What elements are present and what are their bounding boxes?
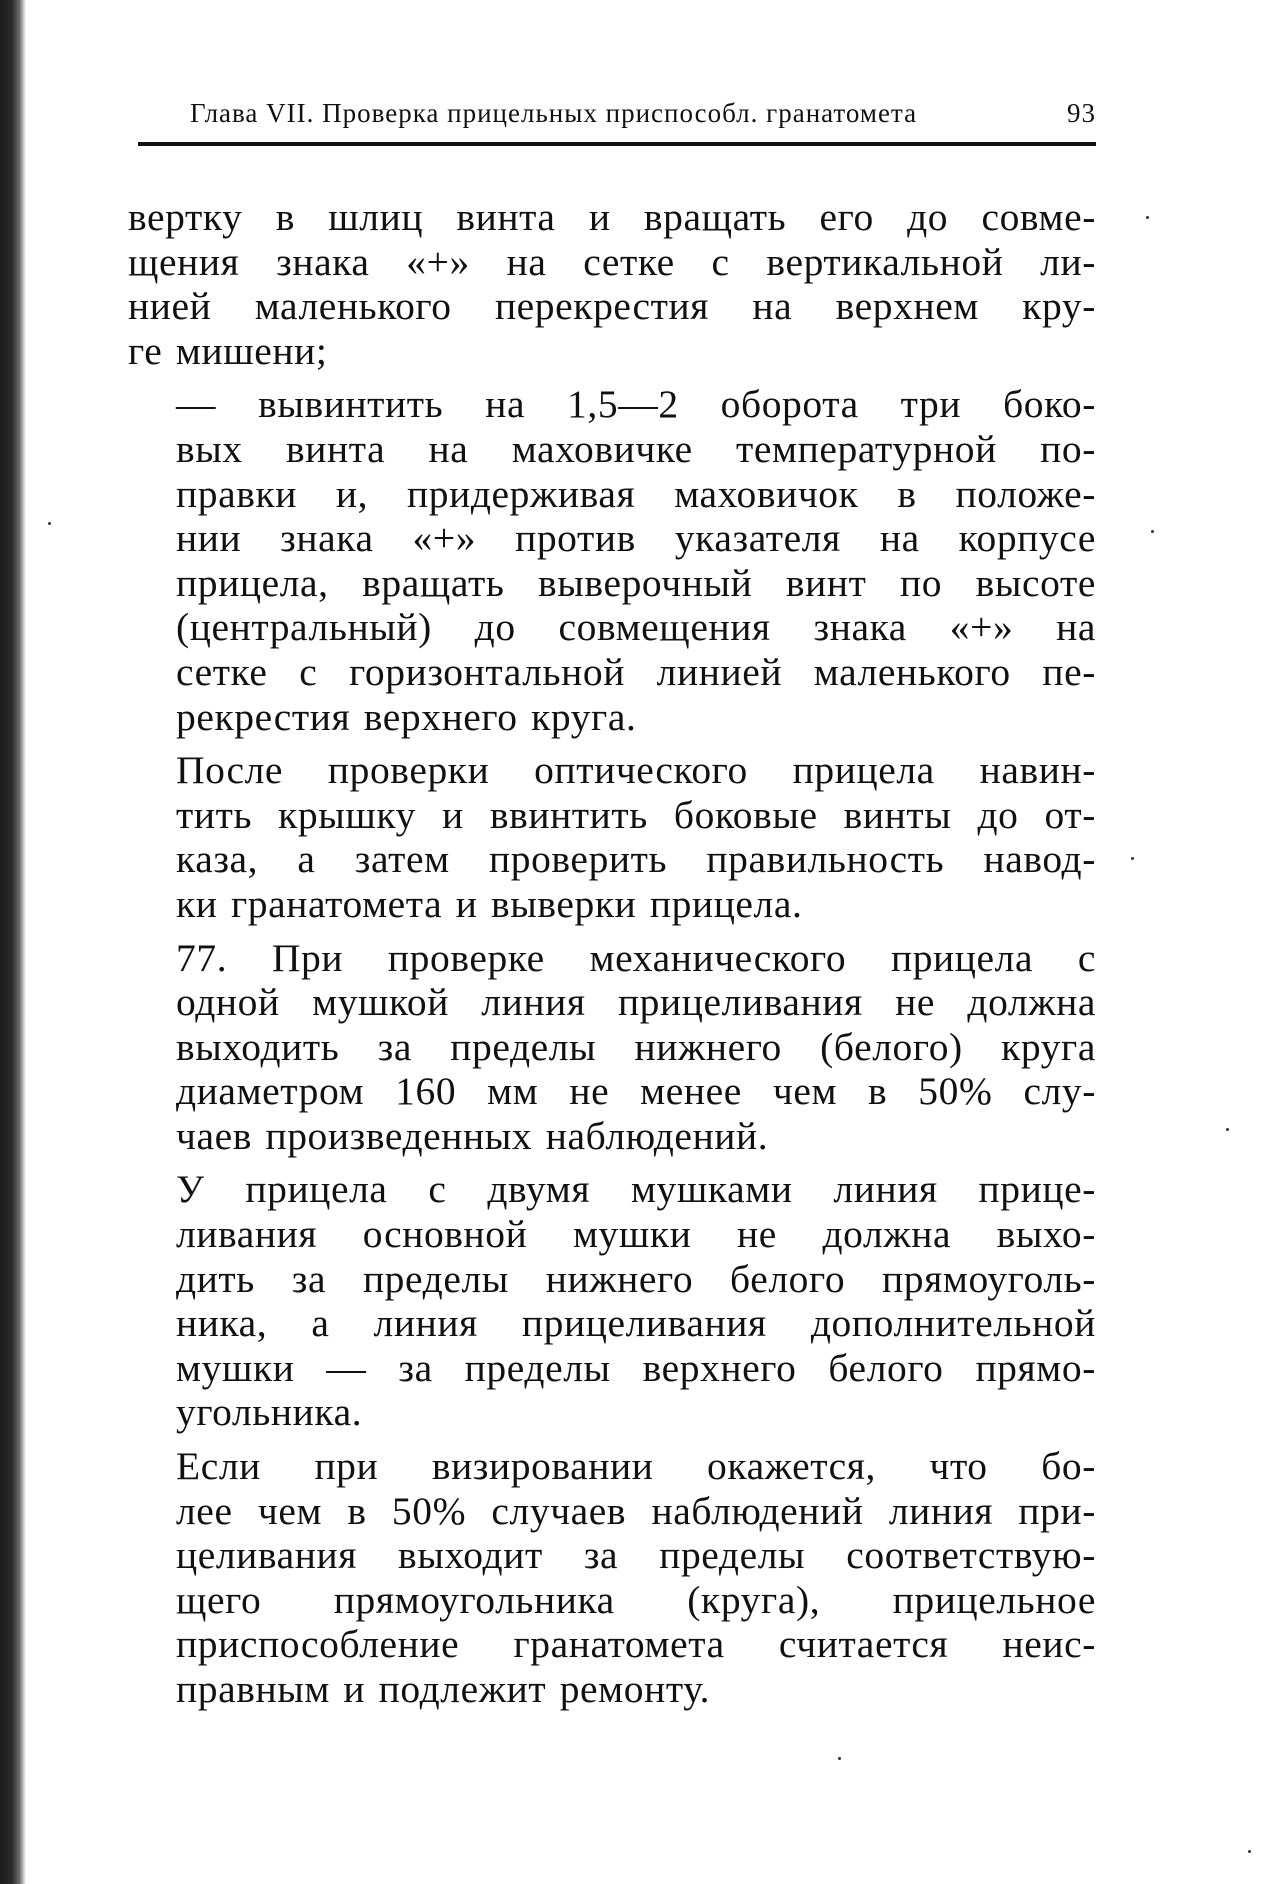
scan-speck bbox=[1146, 216, 1149, 219]
text-line: лее чем в 50% случаев наблюдений линия при- bbox=[176, 1488, 1096, 1533]
text-line: тить крышку и ввинтить боковые винты до от- bbox=[176, 792, 1096, 837]
paragraph bbox=[128, 936, 1096, 1159]
text-line: дить за пределы нижнего белого прямоуголь- bbox=[176, 1256, 1096, 1301]
text-line: угольника. bbox=[176, 1390, 363, 1435]
text-line: нии знака «+» против указателя на корпусе bbox=[176, 516, 1096, 561]
text-line: приспособление гранатомета считается неис- bbox=[176, 1622, 1096, 1667]
text-line: щения знака «+» на сетке с вертикальной ли- bbox=[128, 239, 1096, 284]
text-line: правки и, придерживая маховичок в положе- bbox=[176, 471, 1096, 516]
text-line: выходить за пределы нижнего (белого) круга bbox=[176, 1024, 1096, 1069]
scan-speck bbox=[838, 1757, 841, 1760]
text-line: нией маленького перекрестия на верхнем кру- bbox=[128, 284, 1096, 329]
header-rule bbox=[138, 142, 1096, 146]
text-line: каза, а затем проверить правильность навод- bbox=[176, 837, 1096, 882]
text-line: мушки — за пределы верхнего белого прямо- bbox=[176, 1345, 1096, 1390]
body-text bbox=[128, 195, 1096, 1721]
paragraph bbox=[128, 382, 1096, 739]
text-line: рекрестия верхнего круга. bbox=[176, 694, 637, 739]
text-line: щего прямоугольника (круга), прицельное bbox=[176, 1577, 1096, 1622]
text-line: Если при визировании окажется, что бо- bbox=[176, 1444, 1096, 1489]
text-line: У прицела с двумя мушками линия прице- bbox=[176, 1167, 1096, 1212]
text-line: ливания основной мушки не должна выхо- bbox=[176, 1212, 1096, 1257]
text-line: чаев произведенных наблюдений. bbox=[176, 1113, 769, 1158]
text-line: правным и подлежит ремонту. bbox=[176, 1667, 711, 1711]
text-line: одной мушкой линия прицеливания не должна bbox=[176, 980, 1096, 1025]
text-line: ки гранатомета и выверки прицела. bbox=[176, 881, 803, 926]
text-line: ника, а линия прицеливания дополнительной bbox=[176, 1301, 1096, 1346]
paragraph bbox=[128, 1167, 1096, 1435]
text-line: (центральный) до совмещения знака «+» на bbox=[176, 605, 1096, 650]
text-line: целивания выходит за пределы соответствую- bbox=[176, 1533, 1096, 1578]
scan-speck bbox=[1131, 857, 1134, 860]
text-line: сетке с горизонтальной линией маленького пе- bbox=[176, 649, 1096, 694]
text-line: После проверки оптического прицела навин- bbox=[176, 748, 1096, 793]
text-line: ге мишени; bbox=[128, 328, 328, 373]
binding-edge bbox=[0, 0, 26, 1884]
page-number: 93 bbox=[1067, 98, 1096, 128]
text-line: 77. При проверке механического прицела с bbox=[176, 935, 1096, 980]
scan-speck bbox=[1248, 1850, 1251, 1853]
paragraph bbox=[128, 195, 1096, 373]
text-line: вертку в шлиц винта и вращать его до совме- bbox=[128, 195, 1096, 239]
text-line: прицела, вращать выверочный винт по высоте bbox=[176, 560, 1096, 605]
scan-speck bbox=[48, 522, 51, 525]
chapter-title: Глава VII. Проверка прицельных приспособл. гранатомета bbox=[190, 98, 918, 128]
scan-speck bbox=[1151, 530, 1154, 533]
text-line: — вывинтить на 1,5—2 оборота три боко- bbox=[176, 382, 1096, 427]
paragraph bbox=[128, 748, 1096, 926]
text-line: вых винта на маховичке температурной по- bbox=[176, 426, 1096, 471]
scan-speck bbox=[1226, 1128, 1229, 1131]
paragraph bbox=[128, 1444, 1096, 1712]
text-line: диаметром 160 мм не менее чем в 50% слу- bbox=[176, 1069, 1096, 1114]
running-head bbox=[190, 98, 1096, 138]
